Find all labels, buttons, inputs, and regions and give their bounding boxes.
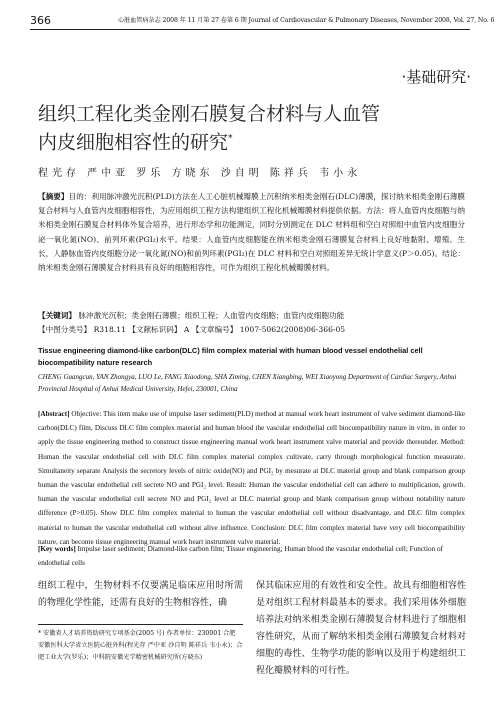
running-head: 心脏血管病杂志 2008 年 11 月第 27 卷第 6 期 Journal of Cardiovascular & Pulmonary Diseases, November 2008, Vol. 27, No. 6 bbox=[118, 17, 495, 24]
abstract-cn-text: 目的：利用脉冲激光沉积(PLD)方法在人工心脏机械瓣膜上沉积纳米相类金刚石(DLC)薄膜，探讨纳米相类金刚石薄膜复合材料与人血管内皮细胞相容性，为应用组织工程方法构建组织工程化机械瓣膜材料提供依据。方法：将人血管内皮细胞与纳米相类金刚石膜复合材料体外复合培养，进行形态学和功能测定，同时分别测定在 DLC 材料组和空白对照组中血管内皮细胞分泌一氧化氮(NO)、前列环素(PGI₂)水平。结果：人血管内皮细胞能在纳米相类金刚石薄膜复合材料上良好地黏附、增殖、生长，人静脉血管内皮细胞分泌一氧化氮(NO)和前列环素(PGI₂)在 DLC 材料和空白对照组差异无统计学意义(P＞0.05)。结论：纳米相类金刚石薄膜复合材料具有良好的细胞相容性，可作为组织工程化机械瓣膜材料。 bbox=[38, 192, 466, 273]
section-label: ·基础研究· bbox=[401, 68, 471, 86]
abstract-english bbox=[38, 407, 465, 549]
classification-line: 【中图分类号】 R318.11 【文献标识码】 A 【文章编号】 1007-5062(2008)06-366-05 bbox=[38, 325, 346, 334]
body-column-right: 保其临床应用的有效性和安全性。故具有细胞相容性是对组织工程材料最基本的要求。我们采用体外细胞培养法对纳米相类金刚石薄膜复合材料进行了细胞相容性研究，从而了解纳米相类金刚石薄膜复合材料对细胞的毒性、生物学功能的影响以及用于构建组织工程化瓣膜材料的可行性。 bbox=[256, 581, 466, 676]
english-title: Tissue engineering diamond-like carbon(DLC) film complex material with human blood vessel endothelial cell biocompatibility nature research bbox=[38, 346, 423, 367]
article-title: 组织工程化类金刚石膜复合材料与人血管内皮细胞相容性的研究* bbox=[38, 103, 381, 154]
header-rule bbox=[30, 29, 470, 30]
title-footnote-mark: * bbox=[228, 134, 233, 144]
keywords-english: [Key words] Impulse laser sediment; Diamond-like carbon film; Tissue engineering; Human blood the vascular endothelial cell; Function of endothelial cells bbox=[38, 545, 444, 567]
abstract-chinese bbox=[38, 190, 465, 275]
footnote: * 安徽省人才培养资助研究专项基金(2005 号) 作者单位：230001 合肥 安徽医科大学省立医院心脏外科(程光存 严中亚 沙自明 陈祥兵 韦小永)；合肥工业大学(罗乐)；中科院安徽光学精密机械研究所(方晓东) bbox=[38, 630, 243, 661]
author-list: 程光存 严中亚 罗乐 方晓东 沙自明 陈祥兵 韦小永 bbox=[38, 168, 362, 179]
page-number: 366 bbox=[30, 14, 51, 27]
abstract-cn-label: 【摘要】 bbox=[38, 192, 69, 201]
abstract-en-text: Objective: This item make use of impulse laser sediment(PLD) method at manual work heart instrument of valve sediment diamond-like carbon(DLC) film, Discuss DLC film complex material and human blood the vascular endothelial cell biocompatibility nature in vitro, in order to apply the tissue engineering method to construct tissue engineering manual work heart instrument valve material and provide thereunder. Method: Human the vascular endothelial cell with DLC film complex material complex cultivate, carry through morphological function measurate. Simultaneity separate Analysis the secretory levels of nitric oxide(NO) and PGI₂ by mesurate at DLC material group and blank comparison group human the vascular endothelial cell secrete NO and PGI₂ level. Result: Human the vascular endothelial cell can adhere to multiplication, growth. human the vascular endothelial cell secrete NO and PGI₂ level at DLC material group and blank comparison group without notability nature difference (P>0.05). Show DLC film complex material to human the vascular endothelial cell without disadvantage, and DLC film complex material to human the vascular endothelial cell without alive influence. Conclusion: DLC film complex material have very cell biocompatibility nature, can become tissue engineering manual work heart instrument valve material. bbox=[38, 410, 465, 546]
abstract-en-label: [Abstract] bbox=[38, 410, 70, 418]
keywords-chinese: 【关键词】 脉冲激光沉积；类金刚石薄膜；组织工程；人血管内皮细胞；血管内皮细胞功能 bbox=[38, 311, 345, 320]
footnote-rule bbox=[38, 624, 243, 625]
english-authors: CHENG Guangcun, YAN Zhongya, LUO Le, FANG Xiaodong, SHA Ziming, CHEN Xiangbing, WEI Xiaoyong Department of Cardiac Surgery, Anhui Provincial Hospital of Anhui Medical University, Hefei, 230001, China bbox=[38, 373, 457, 393]
body-column-left: 组织工程中，生物材料不仅要满足临床应用时所需的物理化学性能，还需有良好的生物相容性，确 bbox=[38, 581, 243, 608]
